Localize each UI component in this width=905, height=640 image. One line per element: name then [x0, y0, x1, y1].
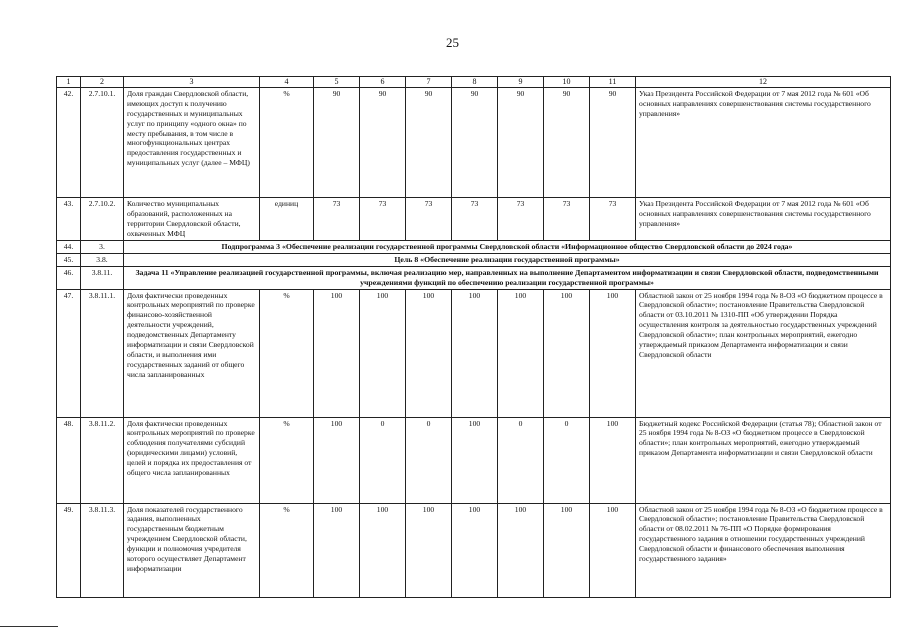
indicator-name: Доля граждан Свердловской области, имеющих доступ к получению государственных и муниципальных услуг по принципу «одного окна» по месту пребывания, в том числе в многофункциональных центрах предоставления государственных и муниципальных услуг (далее – МФЦ) [124, 87, 260, 197]
row-code: 3.8.11. [81, 266, 124, 289]
table-row [57, 417, 891, 503]
value-cell: 73 [452, 197, 498, 240]
goal-row [57, 253, 891, 266]
value-cell: 100 [314, 417, 360, 503]
value-cell: 90 [360, 87, 406, 197]
value-cell: 90 [590, 87, 636, 197]
value-cell: 73 [590, 197, 636, 240]
column-number: 12 [636, 77, 891, 88]
indicators-table [56, 76, 891, 598]
legal-source: Бюджетный кодекс Российской Федерации (статья 78); Областной закон от 25 ноября 1994 года № 8-ОЗ «О бюджетном процессе в Свердловской области»; план контрольных мероприятий, ежегодно утверждаемый приказом Департамента информатизации и связи Свердловской области [636, 417, 891, 503]
column-number: 10 [544, 77, 590, 88]
column-number: 5 [314, 77, 360, 88]
row-code: 2.7.10.1. [81, 87, 124, 197]
unit: % [260, 289, 314, 417]
row-number: 42. [57, 87, 81, 197]
value-cell: 100 [406, 503, 452, 597]
value-cell: 100 [406, 289, 452, 417]
value-cell: 90 [498, 87, 544, 197]
value-cell: 73 [406, 197, 452, 240]
task-title: Задача 11 «Управление реализацией государственной программы, включая реализацию мер, направленных на выполнение Департаментом информатизации и связи Свердловской области, подведомственными учреждениями функций по обеспечению реализации государственной программы» [124, 266, 891, 289]
row-code: 3. [81, 240, 124, 253]
value-cell: 100 [452, 417, 498, 503]
column-number: 9 [498, 77, 544, 88]
value-cell: 100 [360, 289, 406, 417]
column-number: 7 [406, 77, 452, 88]
row-code: 3.8.11.1. [81, 289, 124, 417]
column-number: 6 [360, 77, 406, 88]
task-row [57, 266, 891, 289]
value-cell: 100 [498, 503, 544, 597]
value-cell: 90 [452, 87, 498, 197]
row-number: 44. [57, 240, 81, 253]
value-cell: 100 [314, 289, 360, 417]
indicator-name: Доля фактически проведенных контрольных мероприятий по проверке соблюдения получателями субсидий (юридическими лицами) условий, целей и порядка их предоставления от общего числа запланированных [124, 417, 260, 503]
value-cell: 73 [314, 197, 360, 240]
value-cell: 100 [544, 289, 590, 417]
value-cell: 0 [498, 417, 544, 503]
table-row [57, 87, 891, 197]
unit: % [260, 87, 314, 197]
table-row [57, 289, 891, 417]
row-number: 46. [57, 266, 81, 289]
legal-source: Областной закон от 25 ноября 1994 года № 8-ОЗ «О бюджетном процессе в Свердловской области»; постановление Правительства Свердловской области от 03.10.2011 № 1310-ПП «Об утверждении Порядка осуществления контроля за деятельностью государственных учреждений Свердловской области»; план контрольных мероприятий, ежегодно утверждаемый приказом Департамента информатизации и связи Свердловской области [636, 289, 891, 417]
unit: % [260, 417, 314, 503]
page-divider [0, 626, 58, 627]
indicator-name: Доля показателей государственного задания, выполненных государственным бюджетным учреждением Свердловской области, функции и полномочия учредителя которого осуществляет Департамент информатизации [124, 503, 260, 597]
row-code: 3.8.11.3. [81, 503, 124, 597]
row-number: 45. [57, 253, 81, 266]
legal-source: Областной закон от 25 ноября 1994 года № 8-ОЗ «О бюджетном процессе в Свердловской области»; постановление Правительства Свердловской области от 08.02.2011 № 76-ПП «О Порядке формирования государственного задания в отношении государственных учреждений Свердловской области и финансового обеспечения выполнения государственного задания» [636, 503, 891, 597]
value-cell: 100 [498, 289, 544, 417]
table-row [57, 197, 891, 240]
row-number: 48. [57, 417, 81, 503]
column-number: 4 [260, 77, 314, 88]
goal-title: Цель 8 «Обеспечение реализации государственной программы» [124, 253, 891, 266]
value-cell: 73 [544, 197, 590, 240]
table-row [57, 503, 891, 597]
legal-source: Указ Президента Российской Федерации от 7 мая 2012 года № 601 «Об основных направлениях совершенствования системы государственного управления» [636, 87, 891, 197]
row-number: 47. [57, 289, 81, 417]
column-number: 11 [590, 77, 636, 88]
value-cell: 100 [590, 417, 636, 503]
value-cell: 100 [590, 289, 636, 417]
row-number: 49. [57, 503, 81, 597]
indicator-name: Доля фактически проведенных контрольных мероприятий по проверке финансово-хозяйственной деятельности учреждений, подведомственных Департаменту информатизации и связи Свердловской области, и выполнения ими государственных заданий от общего числа запланированных [124, 289, 260, 417]
unit: % [260, 503, 314, 597]
value-cell: 90 [544, 87, 590, 197]
subprogram-title: Подпрограмма 3 «Обеспечение реализации государственной программы Свердловской области «Информационное общество Свердловской области до 2024 года» [124, 240, 891, 253]
unit: единиц [260, 197, 314, 240]
legal-source: Указ Президента Российской Федерации от 7 мая 2012 года № 601 «Об основных направлениях совершенствования системы государственного управления» [636, 197, 891, 240]
row-number: 43. [57, 197, 81, 240]
row-code: 3.8. [81, 253, 124, 266]
column-number: 2 [81, 77, 124, 88]
value-cell: 100 [452, 503, 498, 597]
column-number: 8 [452, 77, 498, 88]
subprogram-row [57, 240, 891, 253]
value-cell: 100 [590, 503, 636, 597]
row-code: 3.8.11.2. [81, 417, 124, 503]
value-cell: 100 [544, 503, 590, 597]
value-cell: 73 [360, 197, 406, 240]
value-cell: 100 [360, 503, 406, 597]
value-cell: 100 [452, 289, 498, 417]
column-number: 1 [57, 77, 81, 88]
column-number: 3 [124, 77, 260, 88]
value-cell: 90 [314, 87, 360, 197]
value-cell: 0 [360, 417, 406, 503]
row-code: 2.7.10.2. [81, 197, 124, 240]
value-cell: 0 [406, 417, 452, 503]
value-cell: 100 [314, 503, 360, 597]
indicator-name: Количество муниципальных образований, расположенных на территории Свердловской области, охваченных МФЦ [124, 197, 260, 240]
value-cell: 0 [544, 417, 590, 503]
column-number-row [57, 77, 891, 88]
page-number: 25 [446, 35, 459, 50]
value-cell: 73 [498, 197, 544, 240]
value-cell: 90 [406, 87, 452, 197]
